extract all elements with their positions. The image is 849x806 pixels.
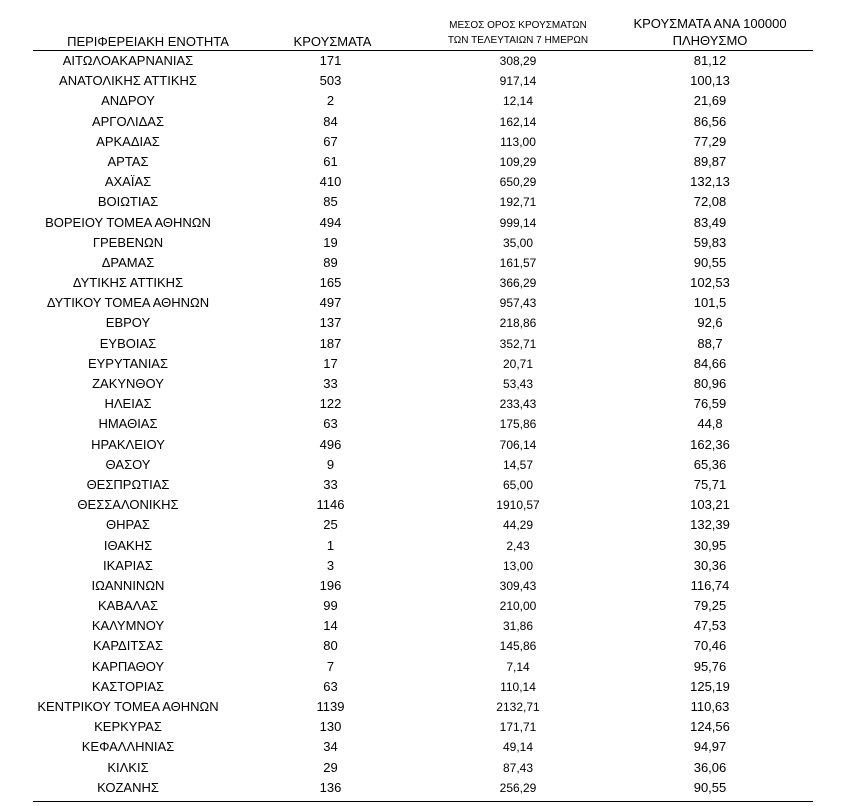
seven-day-average-cell: 53,43 <box>502 377 534 391</box>
cases-cell: 63 <box>323 416 338 432</box>
table-row <box>0 495 849 515</box>
region-cell: ΕΒΡΟΥ <box>105 315 151 331</box>
cases-per-100k-cell: 86,56 <box>693 113 727 129</box>
cases-per-100k-cell: 70,46 <box>693 638 727 654</box>
seven-day-average-cell: 109,29 <box>499 154 537 169</box>
cases-per-100k-cell: 79,25 <box>693 598 727 614</box>
region-cell: ΚΕΝΤΡΙΚΟΥ ΤΟΜΕΑ ΑΘΗΝΩΝ <box>37 699 219 714</box>
region-cell: ΚΑΛΥΜΝΟΥ <box>91 618 165 634</box>
cases-cell: 19 <box>323 234 338 250</box>
cases-cell: 34 <box>323 739 338 755</box>
table-row <box>0 556 849 576</box>
cases-per-100k-cell: 36,06 <box>693 759 727 775</box>
region-cell: ΙΩΑΝΝΙΝΩΝ <box>91 577 165 593</box>
region-cell: ΗΜΑΘΙΑΣ <box>98 416 158 432</box>
table-row <box>0 435 849 455</box>
cases-cell: 496 <box>319 436 342 452</box>
cases-per-100k-cell: 125,19 <box>690 678 730 694</box>
cases-per-100k-cell: 47,53 <box>693 618 727 634</box>
cases-per-100k-cell: 59,83 <box>693 234 727 250</box>
table-row <box>0 536 849 556</box>
cases-cell: 136 <box>319 779 342 795</box>
table-row <box>0 515 849 535</box>
region-cell: ΑΝΑΤΟΛΙΚΗΣ ΑΤΤΙΚΗΣ <box>59 73 197 89</box>
cases-cell: 67 <box>323 133 338 149</box>
header-seven-day-average-line2: ΤΩΝ ΤΕΛΕΥΤΑΙΩΝ 7 ΗΜΕΡΩΝ <box>447 35 589 46</box>
seven-day-average-cell: 192,71 <box>499 195 537 210</box>
cases-cell: 25 <box>323 517 338 533</box>
region-cell: ΗΡΑΚΛΕΙΟΥ <box>91 436 165 452</box>
cases-per-100k-cell: 65,36 <box>693 456 727 472</box>
region-cell: ΗΛΕΙΑΣ <box>104 396 152 412</box>
table-row <box>0 394 849 414</box>
table-row <box>0 71 849 91</box>
seven-day-average-cell: 35,00 <box>502 235 534 250</box>
seven-day-average-cell: 175,86 <box>499 417 537 432</box>
table-row <box>0 192 849 212</box>
cases-cell: 29 <box>323 759 338 775</box>
cases-per-100k-cell: 132,13 <box>690 174 730 190</box>
cases-cell: 89 <box>323 254 338 270</box>
cases-per-100k-cell: 103,21 <box>690 497 730 513</box>
seven-day-average-cell: 162,14 <box>499 114 537 129</box>
table-row <box>0 172 849 192</box>
cases-per-100k-cell: 116,74 <box>690 577 730 593</box>
table-row <box>0 677 849 697</box>
table-row <box>0 657 849 677</box>
cases-per-100k-cell: 124,56 <box>690 719 730 735</box>
region-cell: ΘΗΡΑΣ <box>106 517 150 533</box>
region-cell: ΚΕΦΑΛΛΗΝΙΑΣ <box>81 739 175 755</box>
seven-day-average-cell: 210,00 <box>499 599 537 614</box>
seven-day-average-cell: 171,71 <box>499 720 537 735</box>
seven-day-average-cell: 2132,71 <box>496 700 540 714</box>
header-seven-day-average-line1: ΜΕΣΟΣ ΟΡΟΣ ΚΡΟΥΣΜΑΤΩΝ <box>449 20 587 31</box>
table-row <box>0 273 849 293</box>
seven-day-average-cell: 352,71 <box>499 336 537 351</box>
cases-per-100k-cell: 110,63 <box>690 699 730 714</box>
bottom-divider <box>33 801 813 802</box>
cases-per-100k-cell: 88,7 <box>697 335 723 351</box>
table-row <box>0 475 849 495</box>
table-row <box>0 233 849 253</box>
cases-per-100k-cell: 102,53 <box>690 275 730 291</box>
cases-cell: 7 <box>326 658 335 674</box>
cases-cell: 61 <box>323 153 338 169</box>
cases-per-100k-cell: 72,08 <box>693 194 727 210</box>
cases-cell: 187 <box>319 335 342 351</box>
header-cases-per-100k <box>605 15 815 49</box>
cases-per-100k-cell: 94,97 <box>693 739 727 755</box>
cases-cell: 14 <box>323 618 338 634</box>
cases-cell: 130 <box>319 719 342 735</box>
seven-day-average-cell: 14,57 <box>502 457 534 472</box>
cases-cell: 122 <box>319 396 342 412</box>
seven-day-average-cell: 12,14 <box>502 94 534 109</box>
table-row <box>0 253 849 273</box>
region-cell: ΙΚΑΡΙΑΣ <box>103 557 153 573</box>
table-row <box>0 132 849 152</box>
seven-day-average-cell: 49,14 <box>502 740 534 755</box>
cases-per-100k-cell: 162,36 <box>690 436 730 452</box>
cases-cell: 165 <box>319 275 342 291</box>
cases-per-100k-cell: 90,55 <box>693 779 727 795</box>
region-cell: ΚΕΡΚΥΡΑΣ <box>94 719 162 735</box>
table-header <box>0 0 849 50</box>
cases-per-100k-cell: 30,95 <box>693 537 727 553</box>
seven-day-average-cell: 161,57 <box>499 255 537 270</box>
seven-day-average-cell: 110,14 <box>500 679 536 694</box>
seven-day-average-cell: 366,29 <box>499 276 537 291</box>
cases-cell: 3 <box>326 557 335 573</box>
seven-day-average-cell: 308,29 <box>499 54 537 68</box>
region-cell: ΘΕΣΠΡΩΤΙΑΣ <box>86 476 170 492</box>
seven-day-average-cell: 31,86 <box>502 619 534 634</box>
seven-day-average-cell: 113,00 <box>500 134 536 149</box>
region-cell: ΔΥΤΙΚΟΥ ΤΟΜΕΑ ΑΘΗΝΩΝ <box>46 295 210 311</box>
cases-cell: 410 <box>319 174 342 190</box>
table-row <box>0 697 849 717</box>
cases-cell: 1 <box>326 537 335 553</box>
seven-day-average-cell: 44,29 <box>502 518 534 533</box>
cases-cell: 1139 <box>316 699 345 714</box>
region-cell: ΖΑΚΥΝΘΟΥ <box>92 376 164 391</box>
cases-cell: 33 <box>323 476 338 492</box>
table-row <box>0 51 849 71</box>
table-row <box>0 778 849 798</box>
cases-cell: 494 <box>319 214 342 230</box>
region-cell: ΚΟΖΑΝΗΣ <box>97 779 159 795</box>
cases-per-100k-cell: 76,59 <box>693 396 727 412</box>
seven-day-average-cell: 145,86 <box>499 639 537 654</box>
cases-per-100k-cell: 80,96 <box>693 376 727 391</box>
cases-per-100k-cell: 30,36 <box>693 557 727 573</box>
seven-day-average-cell: 2,43 <box>506 538 530 553</box>
table-row <box>0 354 849 374</box>
cases-per-100k-cell: 90,55 <box>693 254 727 270</box>
cases-cell: 137 <box>319 315 342 331</box>
seven-day-average-cell: 233,43 <box>499 397 537 412</box>
cases-per-100k-cell: 44,8 <box>697 416 723 432</box>
header-region: ΠΕΡΙΦΕΡΕΙΑΚΗ ΕΝΟΤΗΤΑ <box>67 34 229 49</box>
cases-cell: 196 <box>319 577 342 593</box>
region-cell: ΔΥΤΙΚΗΣ ΑΤΤΙΚΗΣ <box>72 275 184 291</box>
seven-day-average-cell: 706,14 <box>499 437 537 452</box>
cases-cell: 2 <box>326 93 335 109</box>
cases-per-100k-cell: 77,29 <box>693 133 727 149</box>
cases-per-100k-cell: 84,66 <box>693 355 727 371</box>
cases-cell: 63 <box>323 678 338 694</box>
region-cell: ΚΑΣΤΟΡΙΑΣ <box>91 678 165 694</box>
seven-day-average-cell: 309,43 <box>499 578 537 593</box>
cases-cell: 33 <box>323 376 338 391</box>
header-cases-per-100k-line2: ΠΛΗΘΥΣΜΟ <box>672 33 748 48</box>
cases-cell: 85 <box>323 194 338 210</box>
cases-per-100k-cell: 92,6 <box>697 315 723 331</box>
cases-per-100k-cell: 101,5 <box>693 295 727 311</box>
region-cell: ΒΟΙΩΤΙΑΣ <box>97 194 159 210</box>
table-row <box>0 414 849 434</box>
seven-day-average-cell: 20,71 <box>502 356 534 371</box>
header-seven-day-average <box>418 18 618 48</box>
cases-per-100k-cell: 83,49 <box>693 214 727 230</box>
table-row <box>0 213 849 233</box>
region-cell: ΓΡΕΒΕΝΩΝ <box>92 234 164 250</box>
cases-per-100k-cell: 89,87 <box>693 153 727 169</box>
table-row <box>0 596 849 616</box>
cases-per-100k-cell: 21,69 <box>693 93 727 109</box>
cases-cell: 80 <box>323 638 338 654</box>
cases-cell: 99 <box>323 598 338 614</box>
table-row <box>0 91 849 111</box>
table-row <box>0 152 849 172</box>
seven-day-average-cell: 65,00 <box>502 477 534 492</box>
seven-day-average-cell: 218,86 <box>499 316 537 331</box>
header-cases-per-100k-line1: ΚΡΟΥΣΜΑΤΑ ΑΝΑ 100000 <box>633 16 787 31</box>
table-row <box>0 313 849 333</box>
cases-cell: 9 <box>326 456 335 472</box>
cases-cell: 171 <box>319 53 342 68</box>
seven-day-average-cell: 917,14 <box>499 74 537 89</box>
table-row <box>0 717 849 737</box>
seven-day-average-cell: 1910,57 <box>496 498 540 513</box>
table-body <box>0 51 849 798</box>
table-row <box>0 455 849 475</box>
region-cell: ΘΕΣΣΑΛΟΝΙΚΗΣ <box>77 497 179 513</box>
table-row <box>0 112 849 132</box>
region-cell: ΑΡΓΟΛΙΔΑΣ <box>91 113 165 129</box>
table-row <box>0 616 849 636</box>
region-cell: ΕΥΡΥΤΑΝΙΑΣ <box>87 355 169 371</box>
region-cell: ΑΝΔΡΟΥ <box>101 93 155 109</box>
cases-per-100k-cell: 81,12 <box>693 53 727 68</box>
table-row <box>0 293 849 313</box>
region-cell: ΑΡΤΑΣ <box>107 153 149 169</box>
region-cell: ΑΧΑΪΑΣ <box>104 174 152 190</box>
region-cell: ΘΑΣΟΥ <box>105 456 151 472</box>
cases-per-100k-cell: 100,13 <box>690 73 730 89</box>
region-cell: ΙΘΑΚΗΣ <box>103 537 153 553</box>
cases-cell: 1146 <box>316 497 345 513</box>
cases-per-100k-cell: 132,39 <box>690 517 730 533</box>
table-row <box>0 576 849 596</box>
seven-day-average-cell: 999,14 <box>499 215 537 230</box>
cases-per-100k-cell: 95,76 <box>693 658 727 674</box>
region-cell: ΔΡΑΜΑΣ <box>101 254 155 270</box>
region-cell: ΒΟΡΕΙΟΥ ΤΟΜΕΑ ΑΘΗΝΩΝ <box>45 214 211 230</box>
table-row <box>0 374 849 394</box>
seven-day-average-cell: 7,14 <box>506 659 530 674</box>
table-row <box>0 758 849 778</box>
cases-per-100k-cell: 75,71 <box>693 476 727 492</box>
region-cell: ΚΙΛΚΙΣ <box>107 759 149 775</box>
region-cell: ΑΙΤΩΛΟΑΚΑΡΝΑΝΙΑΣ <box>62 53 194 68</box>
header-cases: ΚΡΟΥΣΜΑΤΑ <box>293 34 372 49</box>
seven-day-average-cell: 650,29 <box>499 175 537 190</box>
table-row <box>0 636 849 656</box>
region-cell: ΚΑΡΠΑΘΟΥ <box>91 658 165 674</box>
seven-day-average-cell: 87,43 <box>502 760 534 775</box>
seven-day-average-cell: 957,43 <box>499 296 537 311</box>
region-cell: ΚΑΒΑΛΑΣ <box>97 598 159 614</box>
cases-cell: 503 <box>319 73 342 89</box>
seven-day-average-cell: 13,00 <box>502 558 534 573</box>
cases-cell: 17 <box>323 355 338 371</box>
region-cell: ΕΥΒΟΙΑΣ <box>99 335 157 351</box>
region-cell: ΚΑΡΔΙΤΣΑΣ <box>92 638 164 654</box>
table-row <box>0 737 849 757</box>
cases-cell: 497 <box>319 295 342 311</box>
seven-day-average-cell: 256,29 <box>499 780 537 795</box>
region-cell: ΑΡΚΑΔΙΑΣ <box>96 133 160 149</box>
table-row <box>0 334 849 354</box>
cases-cell: 84 <box>323 113 338 129</box>
